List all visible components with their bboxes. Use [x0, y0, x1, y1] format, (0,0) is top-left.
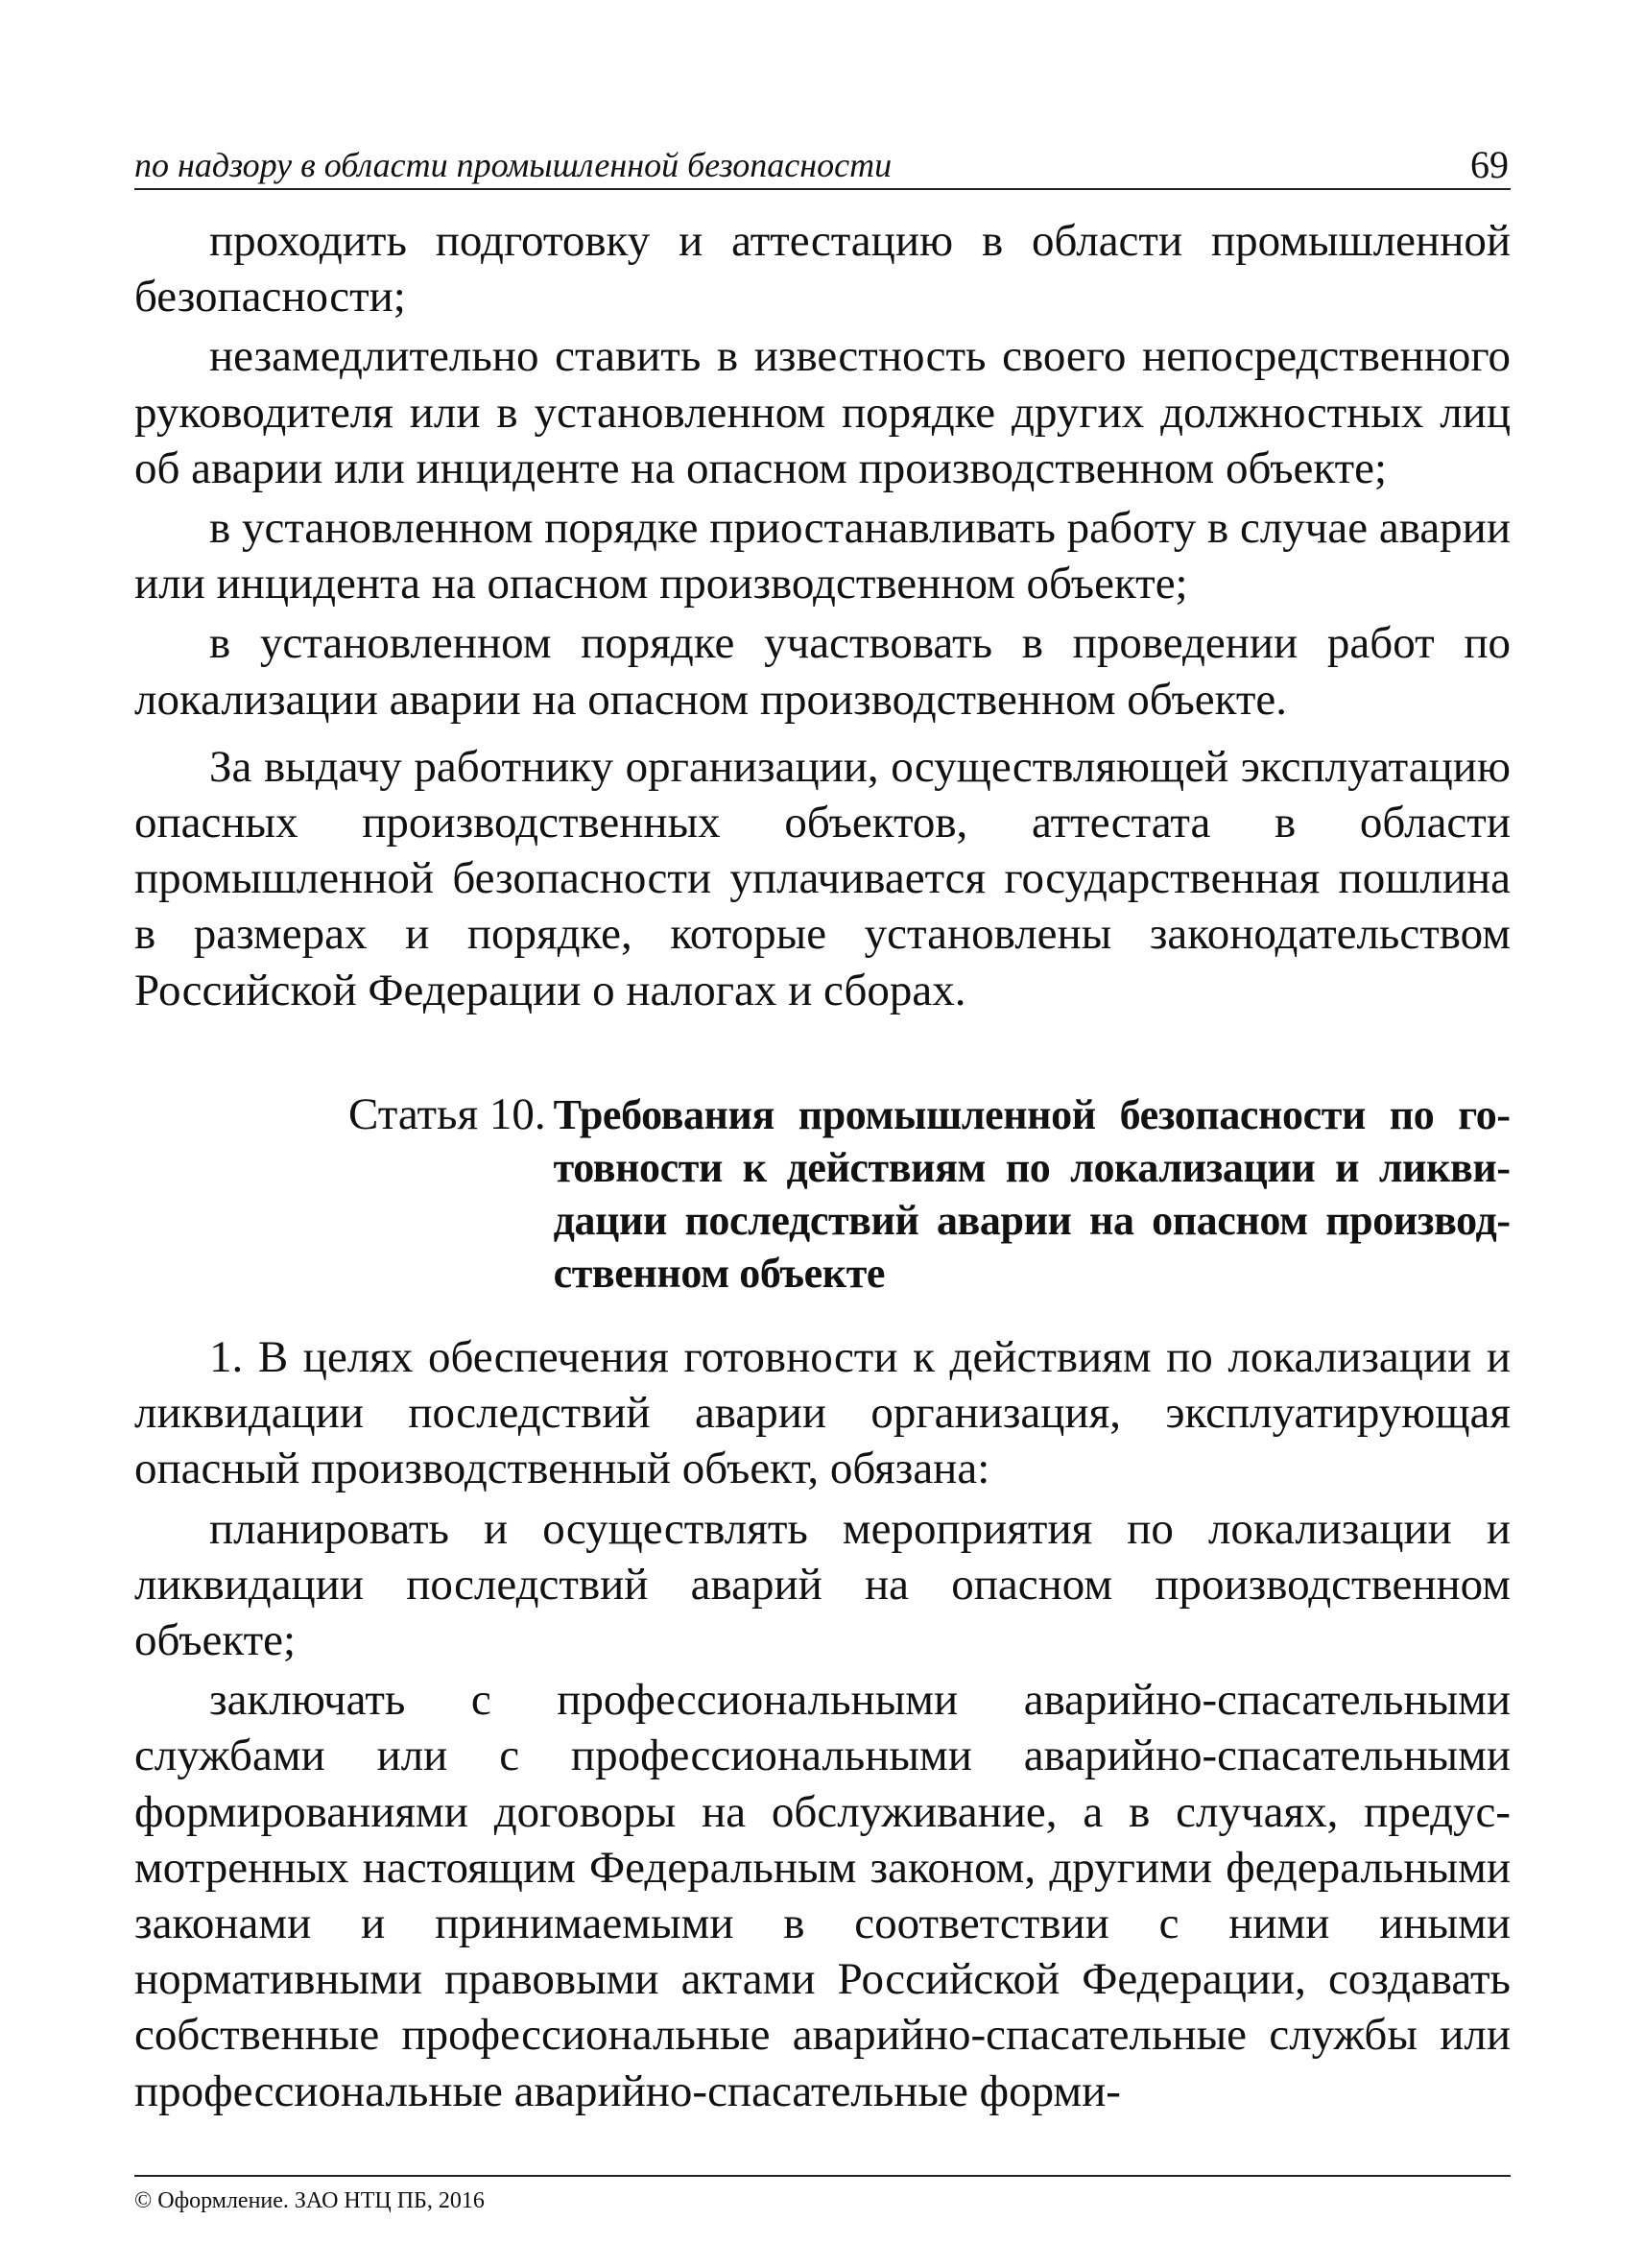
footer	[134, 2175, 1511, 2215]
paragraph: 1. В целях обеспечения готовности к действиям по локализации и ликвидации последствий аварии организация, эксплуатирующая опасный производственный объект, обязана:	[134, 1332, 1511, 1494]
running-header	[134, 144, 1511, 190]
body-text-top	[134, 213, 1511, 1018]
paragraph: в установленном порядке приостанавливать работу в случае аварии или инцидента на опасном производственном объекте;	[134, 503, 1511, 609]
paragraph: За выдачу работнику организации, осуществляющей эксплуатацию опасных производственных объектов, аттестата в области промышленной безопасности уплачивается государственная пошлина в размерах и порядке, которые установлены законодательством Российской Федерации о налогах и сборах.	[134, 741, 1511, 1015]
paragraph: проходить подготовку и аттестацию в области промышленной безопасности;	[134, 216, 1511, 322]
article-heading	[348, 1088, 1511, 1300]
article-number: Статья 10.	[348, 1089, 546, 1139]
page-number: 69	[1470, 143, 1509, 186]
paragraph: незамедлительно ставить в известность своего непосредственного руководителя или в установленном порядке других должностных лиц об аварии или инциденте на опасном производственном объекте;	[134, 331, 1511, 493]
article-title: Требования промышленной безопасности по готовности к действиям по локализации и ликвидации последствий аварии на опасном производственном объекте	[553, 1091, 1511, 1297]
paragraph: планировать и осуществлять мероприятия по локализации и ликвидации последствий аварий на опасном производственном объекте;	[134, 1503, 1511, 1666]
paragraph: в установленном порядке участвовать в проведении работ по локализации аварии на опасном производственном объекте.	[134, 618, 1511, 725]
copyright-text: © Оформление. ЗАО НТЦ ПБ, 2016	[134, 2188, 485, 2213]
running-header-title: по надзору в области промышленной безопасности	[134, 146, 893, 184]
body-text-bottom	[134, 1329, 1511, 2119]
paragraph: заключать с профессиональными аварийно-спасательными службами или с профессиональными аварийно-спасательными формированиями договоры на обслуживание, а в случаях, предусмотренных настоящим Федеральным законом, другими федеральными законами и принимаемыми в соответствии с ними иными нормативными правовыми актами Российской Федерации, создавать собственные профессиональные аварийно-спасательные службы или профессиональные аварийно-спасательные форми-	[134, 1675, 1511, 2116]
